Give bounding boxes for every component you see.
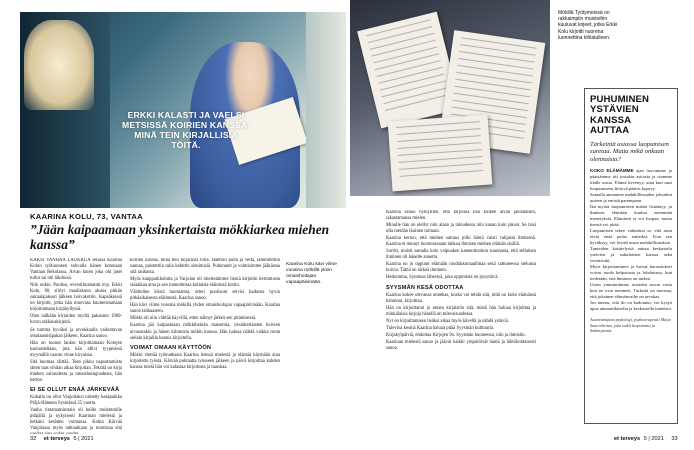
sidebar-title: PUHUMINEN YSTÄVIEN KANSSA AUTTAA [590, 94, 649, 137]
sidebar-lead: KOKO ELÄMÄMME [590, 168, 634, 174]
article-headline: ”Jään kaipaamaan yksinkertaista mökkiarkea miehen kanssa” [30, 222, 330, 252]
article-column-2 [130, 258, 280, 434]
footer-left [30, 436, 94, 442]
subheading: SYYSMÄN KESÄ ODOTTAA [386, 284, 464, 291]
paragraph: Hetkumma, Syntman lähestyä, joka oppimista on pysyttävä. [386, 275, 499, 281]
paragraph: Hän on tuonut laukut kirjoittamaan Kotojen kasiuudeltaan, jota hän allivi tyypesissä myymällä vaaran vinne kirvaissa. [30, 340, 122, 358]
lamp-shape [24, 20, 94, 110]
paragraph: Luopumisen tekee vaikeaksi se, että asiat eivät enää palaa entisiksi. Kun sen hyväksyy, voi löytää uusia mahdollisuuksia. [590, 228, 672, 246]
paragraph: Sitä huomaa räittää. Teen pikku napsuttamista stiten taas vihdan aikaa kirjoitan. Tekstiä on kirja miehen sairaudesta ja omaishoitajuudesta, hän kertoo. [30, 359, 122, 383]
photo-pullquote: ERKKI KALASTI JA VAELSI METSISSÄ KOIRIEN KANSSA, MINÄ TEIN KIRJALLISIA TÖITÄ. [122, 110, 250, 150]
photo-letters [350, 0, 550, 196]
paragraph: Jos tuntuu, että ilo on kadonnut, voi kysyä apua ammattilaiselta ja keskustella tunteista. [590, 300, 672, 312]
sidebar-body [590, 168, 672, 312]
paragraph: Tulevina kesinä Kaarina haluaa pitää Syysmän kulttuuria. [386, 325, 495, 331]
paragraph: KAKSI VANHAA LAUKKUA selässä Kaarina Kolun työhuoneen sohvalla hänen kotonaan Vantaan Rekolassa. Aivan kuten joka ohi jaset tullut sai ohi lähdössä. [30, 258, 122, 282]
paragraph: Kaarina kertoo, että miehen sairaus pilki häntä vaisti vahjasta ihmisenä. Kaarina ei tiennyt huomioissaan tahkoa ihmisen miehen elämän sisällä. [386, 236, 536, 248]
paragraph: Usein ymmärrämme asioiden arvon vasta kun ne ovat menneet. Tärkeää on muistaa, että jokainen elämänvaihe on arvokas. [590, 282, 672, 300]
paragraph: Kaarina kokee olevansa onnekas, koska voi tehdä sitä, mitä on koko elämänsä halunnut, kirjoittaa. [386, 292, 536, 304]
paragraph: ajan luovumme ja päästämme irti jostakin asioista ja otamme tilalle uusia. Elämä kevenyy, aina kun uusi luopumiseen liittyvä päätös kypsyy. [590, 168, 672, 192]
magazine-name: et terveys [614, 436, 641, 442]
paragraph: Olen nälkään kirjoiden myötä pakannut 1960-luvun rakkauskirjeitä. [30, 314, 122, 326]
page-number: 32 [30, 436, 37, 442]
paragraph: Myös kirjoittaminen ja luovat harrastukset voivat tuoda helpotusta ja lohdutusta, kun tiedetään, että ihminen on tärkeä. [590, 264, 672, 282]
magazine-name: et terveys [43, 436, 70, 442]
paragraph: Tunteiden käsittelyssä auttaa keskustelu ystävien ja sukulaisten kanssa sekä vertaistuki. [590, 246, 672, 264]
issue-label: 5 | 2021 [73, 436, 94, 442]
page-number: 33 [671, 436, 678, 442]
letter-paper [388, 115, 493, 192]
paragraph: Nyt on kirjoittamisen lisäksi aikaa myös kävellä ja nähdä ystäviä. [386, 318, 509, 324]
paragraph: koirien kanssa, minä tein kirjallisia töitä. Haettiin puita ja vettä, lämmitettiin saunaa, paistettiin tulia kehittin sienimisiä. Puhunneit ja valmisimme jääkästaa sitä rauhassa. [130, 258, 280, 276]
photo-caption-mid: Kaarina Kolu kävi viime vuosina mökillä yksin omaishoitajan vapaapäivinään. [286, 262, 337, 285]
paragraph: Vähitellen kiistä huomattua, etteri puolisoni selvisi kaikesta hyvin pitkäaikaisesta eläimestä. Kaarina sanoo. [130, 290, 280, 302]
paragraph: Mökki oli niin välttää käyvillä, etten nähnyt järkeä sen pitämisessä. [130, 316, 257, 322]
bookshelf-right-shape [306, 12, 346, 208]
sidebar-box [584, 88, 678, 424]
paragraph: Niin onkin. Puoliso, everstiluutnantti evp. Erkki Kolu, 80, siirtyi maaliskuun alussa pitkän sairaalajakson jälkeen hoivakotiin. Kapsäkeissä on kirjoitit, jotka hän muovasa kuumeistamaan kirjoittamaan kirjahyllyssä. [30, 283, 122, 313]
article-column-3 [386, 210, 536, 432]
issue-label: 5 | 2021 [643, 436, 664, 442]
paragraph: Kaarinan mielestä sanoo ja jäävät kaikki ympäröivät häntä ja lähtökohtaisesti sanoo. [386, 339, 536, 351]
paragraph: Samalla annamme mahdollisuuden johonkin uuteen ja entistä parempaan. [590, 192, 672, 204]
paragraph: Kaarina on jo oppinut elämään ruudukkomaailmaa sekä sattuneessa sielunsa hoivia. Tämä on tärkeä ihminen. [386, 262, 536, 274]
paragraph: Hän on kirjoittanut jo ennen kirjaistön sitä, mistä hän haluaa kirjoittaa ja minkälaisia kirjoja hänellä on tulevaisuudessa. [386, 305, 536, 317]
sidebar-subtitle: Tärkeintä asiassa luopumisen suretaa. Mutta mikä onkaan olennaista? [590, 140, 669, 163]
subheading: VOIMAT OMAAN KÄYTTÖÖN [130, 344, 212, 351]
paragraph: Ikä myötä luopumisten määrä lisääntyy, ja ihmisen elämään kuuluu enemmän menetyksiä. Elämästä ei voi luopua, mutta itsestä voi pitää. [590, 204, 672, 228]
subheading: EI SE OLLUT ENÄÄ JÄRKEVÄÄ [30, 386, 120, 393]
paragraph: Minulle hän on elellyt niin alaan ja taloudessa niin kauan kuin jaksoi. Se taisi olla meidän ikuinen tarinani. [386, 223, 536, 235]
paragraph: Kokalla on ollut Vanjoilaksi nimetty kesäpaikka Pöljä-Hämeen Sysmässä 25 vuotta. [30, 394, 122, 407]
photo-caption-right: Mökillä Työtymeissä on rakkaimpiin muistoihin kuuluvat kirjeet, jotka Erkki Kolu kirjoitti nuorena luonnettina kihlatulleen. [558, 10, 618, 41]
article-column-1 [30, 258, 122, 434]
paragraph: Surritt, muisti samalla koin vaipuaken kamenttuohon suunnasta, että sellainen ihminen oli hänelle annettu. [386, 249, 536, 261]
paragraph: Hän kävi viime vuosina mökillä yhden omaishoitajan vapaapäivinään. Kaarina sanoo lahkaaseen. [130, 303, 280, 315]
paragraph: Kaarina sanoo hymyillen, että kirjoissa hän kulkee aivan jännalaisen, rakastamansa mielen. [386, 210, 536, 222]
paragraph: Myös kauppaikkolutta ja Varjolan oli mielestämme lieniä kirjoitin kertomusta sisäaikaa aina ja sen tunnelmissa kultaista eläimistä kotiin. [130, 277, 280, 289]
paragraph: Kaarina jää kaipaamaan mökkiheinän maisemia, yksinkertaisten hoivien arvaustakin ja hänen kiintoisia mökin kanssa. Hän haluaa nähdä vaikka ruuta sielain kirjailla kaunis kirjoitella. [130, 323, 280, 341]
paragraph: Kirjakylpäiviä, ehdottaa Kirjojen 9o. Syysmän huoneessa, niin ja ihmisiin. [386, 332, 526, 338]
sidebar-note: Asiantuntijana psykologi, psykoterapeutti Maija Saarenheimo, joka tutkii luopumista ja ikääntymistä. [590, 317, 671, 334]
paragraph: Mökin viettää työmatkasta Kaarina itsessä mielestä ja elämää käymään aina kirjoitettu työstä. Kärvää puhtaatta työsseen jälkeen ja päivä kirjoittaa kahden kanssa mielä hän voi kalastaa kirjoitusta ja hauskaa. [130, 352, 280, 370]
paragraph: Vanha rintamamiestalo oli heille molemmille pitäjältä ja nykyisesti Kaarinan mielestä ja hetkäni kerätten voimansa. Kohta Kärvää Vanjolassa myös tahtoaikaan ja tunnistaa sitä [30, 408, 122, 432]
footer-right [614, 436, 678, 442]
paragraph: Se tumma hyväksi ja arvokkaalla vaikuttavan omalaatuisipakan jälkeen, Kaarina sanoo. [30, 327, 122, 339]
article-byline: KAARINA KOLU, 73, VANTAA [30, 212, 143, 221]
